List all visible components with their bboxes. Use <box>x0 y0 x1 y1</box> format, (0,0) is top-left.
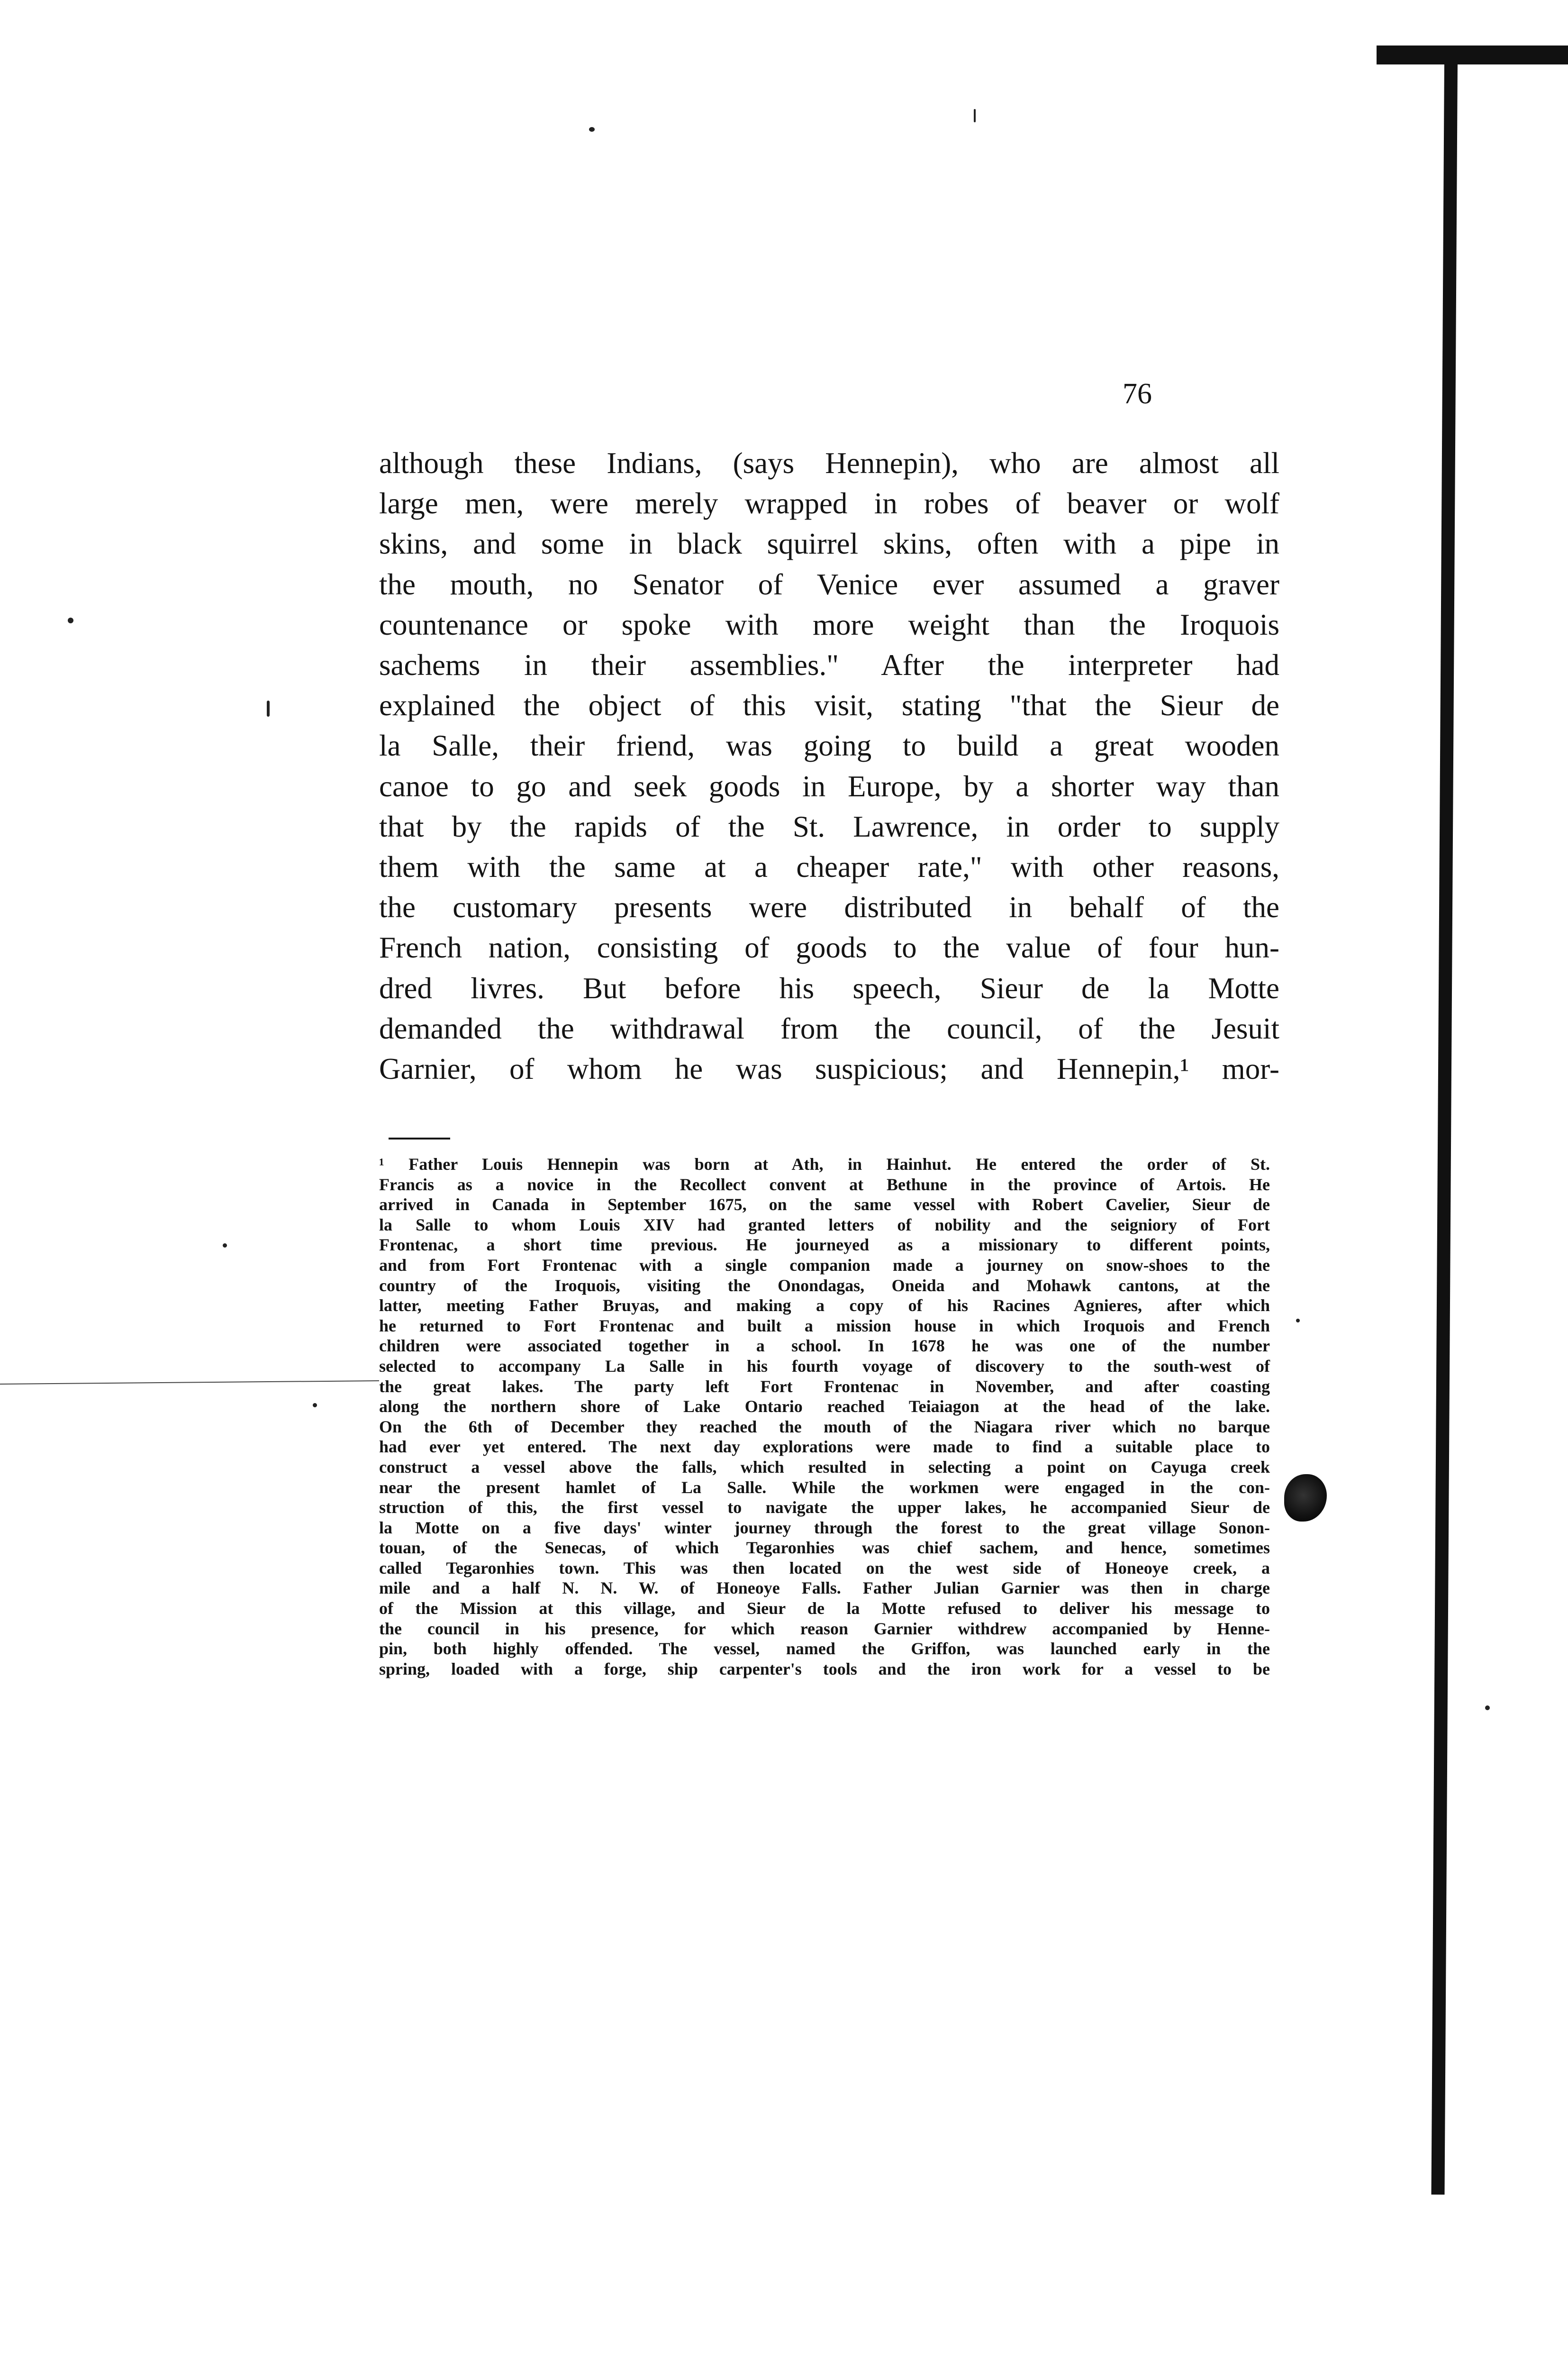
ink-blot <box>1284 1474 1327 1522</box>
footnote-line: struction of this, the first vessel to navigate the upper lakes, he accompanied Sieur de <box>379 1498 1270 1517</box>
body-paragraph <box>379 443 1279 1089</box>
footnote-line: construct a vessel above the falls, which resulted in selecting a point on Cayuga creek <box>379 1457 1270 1477</box>
body-line: skins, and some in black squirrel skins, often with a pipe in <box>379 527 1279 561</box>
footnote-line: arrived in Canada in September 1675, on the same vessel with Robert Cavelier, Sieur de <box>379 1195 1270 1214</box>
body-line: canoe to go and seek goods in Europe, by a shorter way than <box>379 769 1279 803</box>
footnote-line: pin, both highly offended. The vessel, named the Griffon, was launched early in the <box>379 1639 1270 1659</box>
body-line: the mouth, no Senator of Venice ever assumed a graver <box>379 567 1279 601</box>
footnote-line: children were associated together in a school. In 1678 he was one of the number <box>379 1336 1270 1356</box>
footnote-line: la Motte on a five days' winter journey through the forest to the great village Sonon- <box>379 1518 1270 1537</box>
footnote-line: called Tegaronhies town. This was then located on the west side of Honeoye creek, a <box>379 1558 1270 1577</box>
footnote-line: touan, of the Senecas, of which Tegaronhies was chief sachem, and hence, sometimes <box>379 1538 1270 1558</box>
footnote-line: country of the Iroquois, visiting the Onondagas, Oneida and Mohawk cantons, at the <box>379 1276 1270 1295</box>
body-line: although these Indians, (says Hennepin), who are almost all <box>379 447 1279 480</box>
body-line: them with the same at a cheaper rate," with other reasons, <box>379 850 1279 884</box>
footnote <box>379 1154 1270 1679</box>
body-line: sachems in their assemblies." After the interpreter had <box>379 648 1279 682</box>
footnote-line: had ever yet entered. The next day explorations were made to find a suitable place to <box>379 1437 1270 1457</box>
footnote-line: selected to accompany La Salle in his fourth voyage of discovery to the south-west of <box>379 1356 1270 1376</box>
footnote-line: mile and a half N. N. W. of Honeoye Falls. Father Julian Garnier was then in charge <box>379 1578 1270 1598</box>
footnote-line: of the Mission at this village, and Sieur de la Motte refused to deliver his message to <box>379 1599 1270 1618</box>
footnote-line: the council in his presence, for which reason Garnier withdrew accompanied by Henne- <box>379 1619 1270 1638</box>
footnote-line: the great lakes. The party left Fort Frontenac in November, and after coasting <box>379 1376 1270 1396</box>
scan-speck <box>313 1403 317 1407</box>
body-line: the customary presents were distributed in behalf of the <box>379 891 1279 924</box>
scan-speck <box>1296 1319 1300 1322</box>
footnote-line: near the present hamlet of La Salle. While the workmen were engaged in the con- <box>379 1477 1270 1497</box>
body-line: dred livres. But before his speech, Sieur de la Motte <box>379 971 1279 1005</box>
scan-speck <box>68 618 73 623</box>
footnote-line: Frontenac, a short time previous. He journeyed as a missionary to different points, <box>379 1235 1270 1255</box>
scan-speck <box>589 127 595 132</box>
body-line: Garnier, of whom he was suspicious; and Hennepin,¹ mor- <box>379 1052 1279 1086</box>
margin-bar-vertical <box>1432 62 1458 2195</box>
footnote-line: he returned to Fort Frontenac and built a mission house in which Iroquois and French <box>379 1316 1270 1335</box>
footnote-line: Francis as a novice in the Recollect convent at Bethune in the province of Artois. He <box>379 1175 1270 1194</box>
body-line: demanded the withdrawal from the council, of the Jesuit <box>379 1012 1279 1045</box>
footnote-line: latter, meeting Father Bruyas, and making a copy of his Racines Agnieres, after which <box>379 1296 1270 1315</box>
scan-speck <box>974 109 976 122</box>
stray-pencil-line <box>0 1380 379 1385</box>
margin-bar-cap <box>1377 46 1568 64</box>
footnote-line: ¹ Father Louis Hennepin was born at Ath, in Hainhut. He entered the order of St. <box>379 1155 1270 1174</box>
footnote-line: and from Fort Frontenac with a single companion made a journey on snow-shoes to the <box>379 1255 1270 1275</box>
scan-speck <box>1485 1705 1490 1710</box>
scan-speck <box>223 1243 227 1248</box>
body-line: la Salle, their friend, was going to build a great wooden <box>379 729 1279 763</box>
footnote-separator <box>389 1138 450 1139</box>
body-line: French nation, consisting of goods to the value of four hun- <box>379 931 1279 965</box>
body-line: large men, were merely wrapped in robes of beaver or wolf <box>379 487 1279 520</box>
body-line: that by the rapids of the St. Lawrence, in order to supply <box>379 810 1279 843</box>
footnote-line: spring, loaded with a forge, ship carpenter's tools and the iron work for a vessel to be <box>379 1659 1270 1678</box>
page-number: 76 <box>1123 378 1152 410</box>
footnote-line: along the northern shore of Lake Ontario reached Teiaiagon at the head of the lake. <box>379 1397 1270 1416</box>
footnote-line: la Salle to whom Louis XIV had granted letters of nobility and the seigniory of Fort <box>379 1215 1270 1234</box>
body-line: explained the object of this visit, stating "that the Sieur de <box>379 689 1279 722</box>
body-line: countenance or spoke with more weight than the Iroquois <box>379 608 1279 641</box>
scan-speck <box>267 701 270 717</box>
footnote-line: On the 6th of December they reached the mouth of the Niagara river which no barque <box>379 1417 1270 1436</box>
